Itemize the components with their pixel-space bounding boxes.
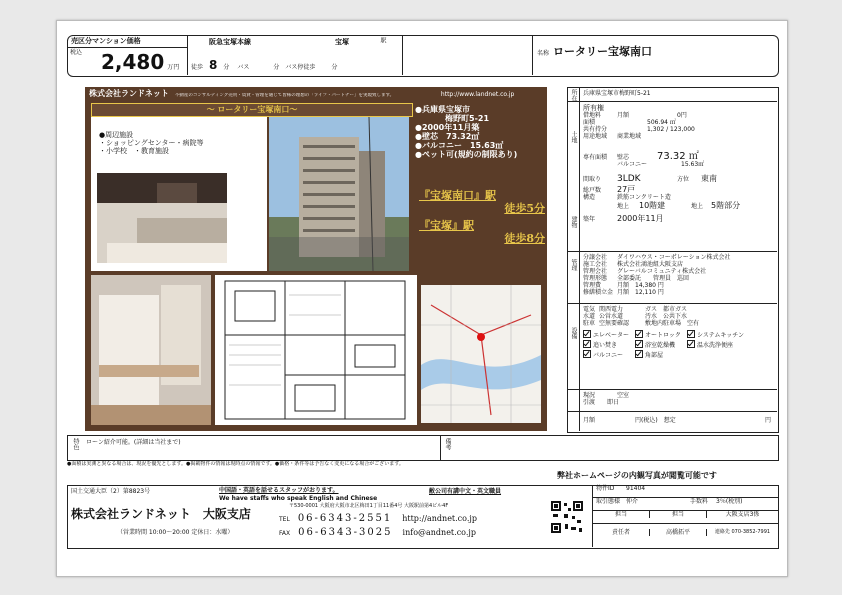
util-val: 公営水道 — [599, 313, 624, 320]
english-note: We have staffs who speak English and Chinese — [219, 495, 378, 502]
price-box — [67, 35, 188, 75]
area-kind: 壁芯 — [617, 154, 630, 161]
license: 国土交通大臣（2）第8823号 — [71, 488, 151, 495]
util-key: 駐車 — [583, 320, 596, 327]
staff-role: 責任者 — [593, 529, 650, 536]
building-photo — [269, 117, 409, 271]
trade-label: 取引態様 — [596, 498, 621, 505]
equip-item: 角部屋 — [645, 352, 664, 359]
checkbox-icon — [635, 330, 643, 338]
price-value: 2,480 — [101, 50, 165, 74]
current-label: 現況 — [583, 392, 596, 399]
mgmt-val: 全部委託 管理員 巡回 — [617, 275, 690, 282]
floor-under: 地上 — [691, 203, 704, 210]
equip-item: 浴室乾燥機 — [645, 342, 676, 349]
land-key: 共有持分 — [583, 126, 608, 133]
mgmt-key: 施工会社 — [583, 261, 608, 268]
util-key: 水道 — [583, 313, 596, 320]
tel-label: TEL — [279, 516, 290, 523]
area-value: 73.32 ㎡ — [657, 151, 699, 162]
fax-label: FAX — [279, 530, 291, 537]
property-title: ～ ロータリー宝塚南口～ — [206, 105, 298, 114]
mgmt-rows — [583, 254, 773, 296]
facility-item: ・ショッピングセンター・病院等 — [99, 139, 204, 147]
floor-value: 10階建 — [639, 201, 666, 210]
handover-label: 引渡 — [583, 399, 596, 406]
info-built: ●2000年11月築 — [415, 123, 480, 132]
mgmt-key: 管理形態 — [583, 275, 608, 282]
equip-item: システムキッチン — [697, 332, 744, 339]
station-name: 宝塚 — [335, 38, 349, 46]
branch-section: 大阪支店3係 — [725, 511, 760, 518]
web-note: 弊社ホームページの内観写真が閲覧可能です — [557, 471, 717, 480]
fee-unit: 円 — [764, 417, 771, 424]
bus-unit: 分 — [273, 64, 280, 71]
checkbox-icon — [635, 340, 643, 348]
header-spacer — [402, 35, 533, 75]
facilities-heading: ●周辺施設 — [99, 131, 134, 139]
footer-email[interactable]: info@andnet.co.jp — [402, 528, 476, 537]
ref-value: 91404 — [626, 485, 646, 492]
util-val: 関西電力 — [599, 306, 624, 313]
land-key: 借地料 — [583, 112, 602, 119]
land-val: 1,302 / 123,000 — [647, 126, 695, 133]
staff-person: 高橋拓平 — [650, 529, 707, 536]
staff-contact: 連絡先 070-3852-7991 — [714, 528, 771, 535]
qr-code — [550, 500, 584, 534]
info-address-2: 梅野町5-21 — [445, 114, 490, 123]
equip-item: 温水洗浄便座 — [697, 342, 734, 349]
info-bullets — [415, 105, 543, 159]
fee-label: 月額 — [583, 417, 596, 424]
info-area: ●壁芯 73.32㎡ — [415, 132, 480, 141]
address-label: 所在 — [570, 89, 577, 101]
mgmt-val: ダイワハウス・コーポレーション株式会社 — [617, 254, 731, 261]
banner-company: 株式会社ランドネット — [89, 89, 169, 98]
promo-access — [419, 189, 545, 245]
mgmt-key: 分譲会社 — [583, 254, 608, 261]
land-row: 所有権 — [583, 104, 604, 112]
fee-rate-label: 手数料 — [690, 498, 709, 505]
price-label: 売区分マンション価格 — [67, 35, 187, 48]
status-rows — [583, 392, 629, 406]
checkbox-icon — [583, 330, 591, 338]
remarks-label: 特色 — [72, 438, 79, 450]
station-suffix: 駅 — [379, 37, 386, 43]
land-rows — [583, 104, 773, 140]
remarks-text: ローン紹介可能。(詳細は当社まで) — [86, 439, 181, 446]
remarks-row — [67, 435, 779, 461]
promo-walk-2: 徒歩8分 — [504, 232, 545, 245]
walk-label: 徒歩 — [191, 64, 204, 71]
access-box — [187, 35, 403, 75]
checkbox-icon — [583, 340, 591, 348]
structure-value: 鉄筋コンクリート造 — [617, 194, 671, 201]
walk-unit: 分 — [223, 64, 230, 71]
land-key: 用途地域 — [583, 133, 608, 140]
checkbox-icon — [687, 340, 695, 348]
chinese-note: 敝公司有講中文・英文職員 — [429, 488, 502, 495]
equip-item: 追い焚き — [593, 342, 618, 349]
floor-plan — [215, 275, 417, 425]
land-label: 土地 — [570, 131, 577, 143]
ref-label: 物件ID — [596, 485, 615, 492]
checkbox-icon — [635, 350, 643, 358]
building-rows — [583, 153, 773, 223]
mgmt-val: 株式会社鴻池組大阪支店 — [617, 261, 684, 268]
name-label: 名称 — [537, 50, 550, 57]
mgmt-key: 管理会社 — [583, 268, 608, 275]
checkbox-icon — [687, 330, 695, 338]
layout-value: 3LDK — [617, 174, 641, 184]
walk-minutes: 8 — [209, 58, 218, 72]
floor-part: 5階部分 — [711, 201, 741, 210]
mgmt-label: 管理 — [570, 259, 577, 271]
units-value: 27戸 — [617, 185, 636, 194]
staff-note: 中国語・英語を話せるスタッフがおります。 — [219, 487, 339, 494]
built-value: 2000年11月 — [617, 214, 664, 223]
address-value: 兵庫県宝塚市梅野町5-21 — [583, 90, 651, 97]
footer-table — [592, 485, 778, 547]
banner-tagline: 不動産のコンサルティング売買・賃貸・管理を通じて皆様の理想の「ライフ・パートナー」を実現致します。 — [174, 93, 395, 98]
promo-walk-1: 徒歩5分 — [504, 202, 545, 215]
facilities-box — [91, 117, 267, 271]
disclaimer-note: ●面積は実測と異なる場合は、現況を優先とします。●掲載物件の情報は現時点の情報です。●価格・条件等は予告なく変更になる場合がございます。 — [67, 461, 404, 467]
land-val: 月額 0円 — [617, 112, 687, 119]
fee-rate-value: 3％(税別) — [716, 498, 743, 505]
kitchen-photo — [97, 173, 227, 263]
checkbox-icon — [583, 350, 591, 358]
units-label: 総戸数 — [583, 187, 602, 194]
util-val: 公共下水 — [663, 313, 688, 320]
fee-value: 円(税込) 想定 — [635, 417, 676, 424]
area-label: 専有面積 — [583, 154, 608, 161]
mgmt-key: 修繕積立金 — [583, 289, 614, 296]
land-val: 506.94 ㎡ — [647, 119, 676, 126]
equip-item: エレベーター — [593, 332, 630, 339]
room-photo — [91, 275, 211, 425]
mgmt-val: 月額 12,110 円 — [617, 289, 664, 296]
land-val: 商業地域 — [617, 133, 642, 140]
footer-company: 株式会社ランドネット 大阪支店 — [71, 507, 251, 521]
price-sub: 税込 — [70, 49, 83, 56]
built-label: 築年 — [583, 216, 596, 223]
fax-value: 06-6343-3025 — [298, 527, 393, 538]
util-key: 汚水 — [645, 313, 658, 320]
property-name: ロータリー宝塚南口 — [553, 45, 653, 58]
notes-label: 備考 — [444, 438, 451, 450]
bus-label: バス — [237, 64, 250, 71]
info-pet: ●ペット可(規約の制限あり) — [415, 150, 518, 159]
trade-value: 仲介 — [626, 498, 639, 505]
flyer-sheet — [56, 20, 788, 577]
balcony-label: バルコニー — [617, 161, 648, 168]
bus-stop-unit: 分 — [331, 64, 338, 71]
promo-station-1: 『宝塚南口』駅 — [419, 189, 496, 202]
info-balcony: ●バルコニー 15.63㎡ — [415, 141, 504, 150]
price-unit: 万円 — [167, 64, 180, 71]
title-box — [91, 103, 413, 117]
structure-label: 構造 — [583, 194, 596, 201]
tel-value: 06-6343-2551 — [297, 513, 393, 524]
layout-label: 間取り — [583, 176, 602, 183]
promo-station-2: 『宝塚』駅 — [419, 219, 474, 232]
current-value: 空室 — [617, 392, 630, 399]
util-val: 都市ガス — [663, 306, 688, 313]
info-address: ●兵庫県宝塚市 — [415, 105, 470, 114]
direction-value: 東南 — [701, 174, 717, 183]
mgmt-key: 管理費 — [583, 282, 602, 289]
staff-head: 担当 — [650, 511, 707, 518]
balcony-value: 15.63㎡ — [681, 161, 705, 168]
bus-stop-label: バス停徒歩 — [285, 64, 316, 71]
footer-url[interactable]: http://andnet.co.jp — [402, 514, 477, 523]
line-name: 阪急宝塚本線 — [209, 38, 251, 46]
staff-head: 担当 — [593, 511, 650, 518]
util-val: 空無要確認 — [599, 320, 630, 327]
equip-item: バルコニー — [593, 352, 624, 359]
util-key: 電気 — [583, 306, 596, 313]
mgmt-val: グレーバルコミュニティ株式会社 — [617, 268, 707, 275]
footer-address: 〒530-0001 大阪府大阪市北区梅田1丁目11番4号 大阪駅前第4ビル4F — [289, 503, 449, 509]
building-label: 建物 — [570, 216, 577, 228]
mgmt-val: 月額 14,380 円 — [617, 282, 664, 289]
handover-value: 即日 — [607, 399, 620, 406]
land-key: 面積 — [583, 119, 596, 126]
banner-url: http://www.landnet.co.jp — [440, 91, 515, 98]
util-key: ガス — [645, 306, 658, 313]
equip-rows — [583, 306, 773, 359]
equip-label: 設備 — [570, 327, 577, 339]
facility-item: ・小学校 ・教育施設 — [99, 147, 169, 155]
business-hours: （営業時間 10:00～20:00 定休日：水曜） — [117, 529, 234, 536]
equip-item: オートロック — [645, 332, 681, 339]
util-val: 敷地内駐車場 空有 — [645, 320, 700, 327]
area-map — [421, 285, 541, 423]
floor-label: 地上 — [617, 203, 630, 210]
direction-label: 方位 — [677, 176, 690, 183]
